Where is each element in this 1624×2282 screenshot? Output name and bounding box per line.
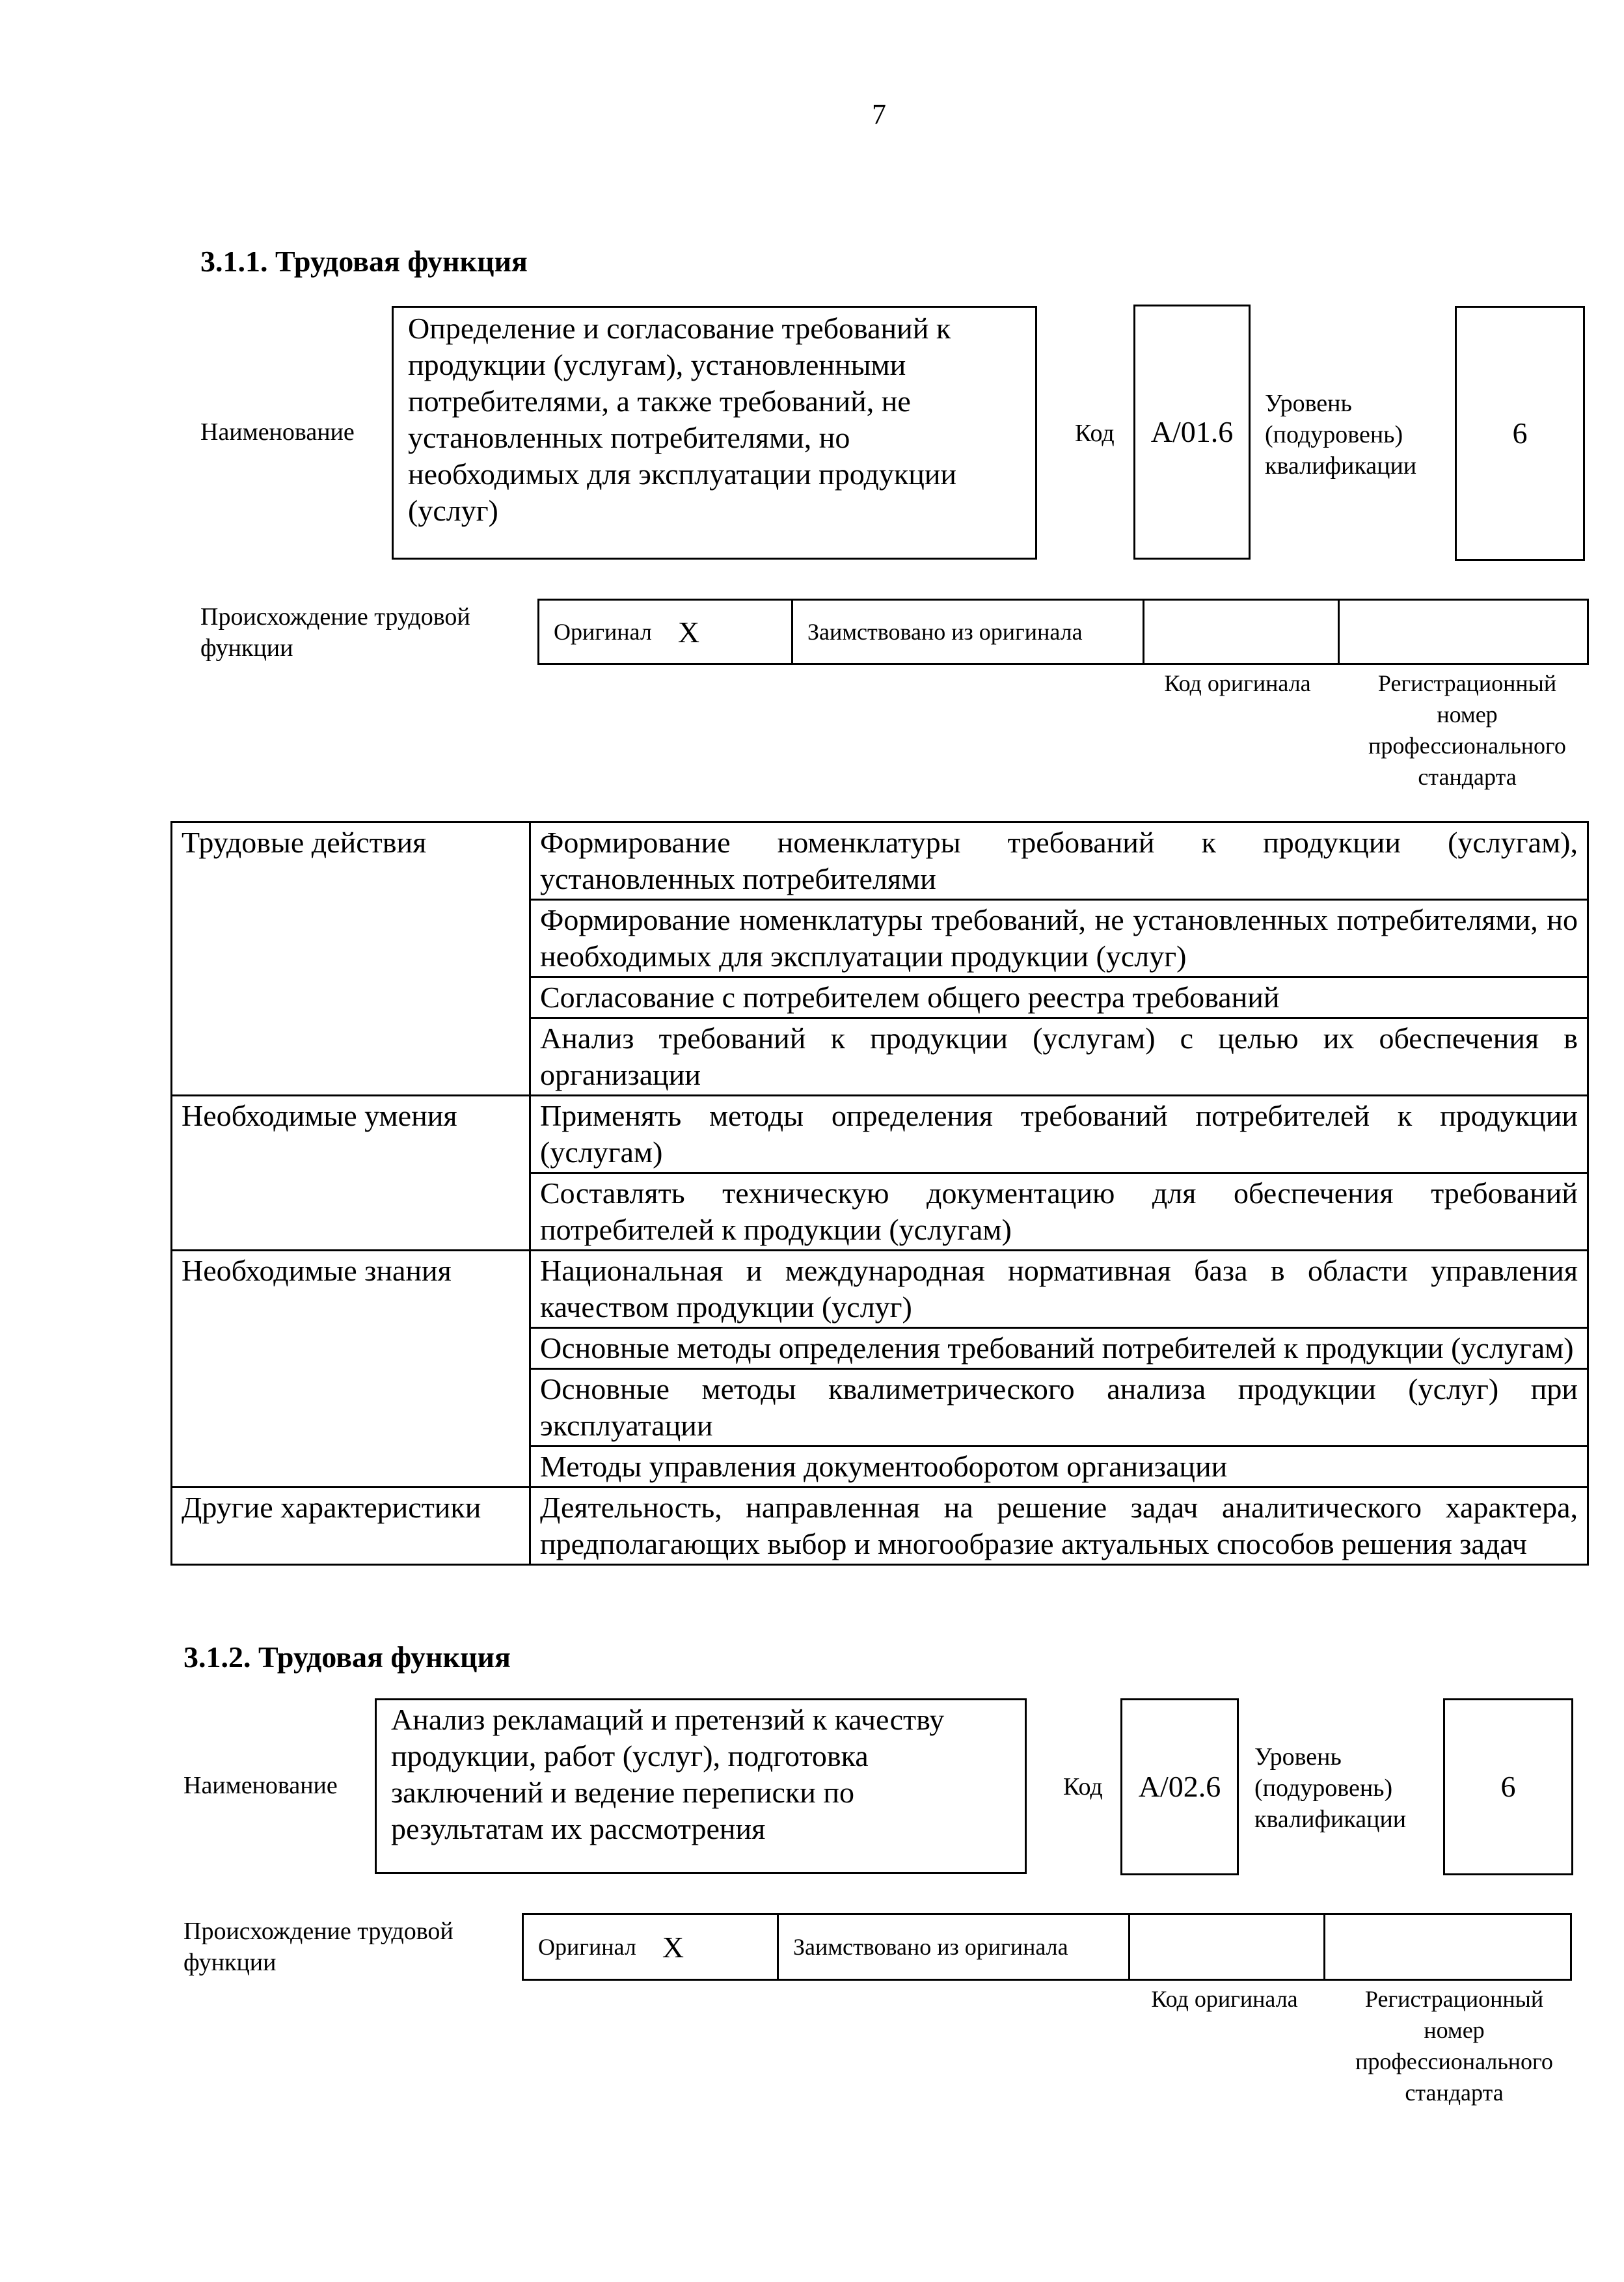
row-value: Национальная и международная нормативная база в области управления качеством продукции (услуг) — [530, 1251, 1588, 1328]
row-value: Деятельность, направленная на решение задач аналитического характера, предполагающих выбор и многообразие актуальных способов решения задач — [530, 1487, 1588, 1565]
code-original-cell-2 — [1130, 1915, 1325, 1979]
reg-number-cell — [1340, 601, 1587, 663]
reg-number-cell-2 — [1325, 1915, 1570, 1979]
row-value: Основные методы определения требований потребителей к продукции (услугам) — [530, 1328, 1588, 1369]
name-label-2: Наименование — [183, 1772, 338, 1799]
level-label: Уровень (подуровень) квалификации — [1265, 390, 1417, 480]
original-mark-2: Х — [662, 1930, 684, 1964]
level-label-2: Уровень (подуровень) квалификации — [1254, 1743, 1407, 1833]
section-heading-3-1-1: 3.1.1. Трудовая функция — [200, 245, 528, 278]
row-value: Формирование номенклатуры требований, не установленных потребителями, но необходимых для эксплуатации продукции (услуг) — [530, 900, 1588, 977]
level-value-2: 6 — [1500, 1770, 1516, 1803]
row-value: Применять методы определения требований потребителей к продукции (услугам) — [530, 1096, 1588, 1173]
origin-row — [537, 599, 1589, 665]
origin-label: Происхождение трудовой функции — [200, 603, 470, 662]
level-box — [1455, 306, 1585, 561]
code-original-caption-2: Код оригинала — [1151, 1986, 1298, 2012]
origin-label-2: Происхождение трудовой функции — [183, 1918, 453, 1976]
original-label: Оригинал — [554, 619, 652, 645]
row-value: Согласование с потребителем общего реестра требований — [530, 977, 1588, 1018]
row-label: Необходимые знания — [172, 1251, 530, 1487]
code-original-caption: Код оригинала — [1164, 670, 1311, 696]
code-value: А/01.6 — [1150, 415, 1234, 448]
page-number: 7 — [872, 98, 886, 130]
row-label: Необходимые умения — [172, 1096, 530, 1251]
row-value: Составлять техническую документацию для обеспечения требований потребителей к продукции (услугам) — [530, 1173, 1588, 1251]
original-cell — [539, 601, 793, 663]
function-name-text: Определение и согласование требований к продукции (услугам), установленными потребителями, а также требований, не установленных потребителями, но необходимых для эксплуатации продукции (услуг) — [408, 312, 957, 527]
table-row — [172, 822, 1588, 900]
requirements-table — [170, 821, 1589, 1566]
level-value: 6 — [1512, 416, 1528, 450]
code-label-2: Код — [1063, 1773, 1103, 1800]
level-box-2 — [1443, 1698, 1573, 1875]
reg-number-caption: Регистрационный номер профессионального стандарта — [1368, 670, 1566, 790]
table-row — [172, 1487, 1588, 1565]
borrowed-label: Заимствовано из оригинала — [807, 619, 1083, 645]
row-label: Другие характеристики — [172, 1487, 530, 1565]
code-label: Код — [1075, 420, 1115, 447]
code-box-2 — [1120, 1698, 1239, 1875]
original-label-2: Оригинал — [538, 1934, 636, 1960]
borrowed-label-2: Заимствовано из оригинала — [793, 1934, 1068, 1960]
section-heading-3-1-2: 3.1.2. Трудовая функция — [183, 1640, 511, 1674]
borrowed-cell — [793, 601, 1144, 663]
borrowed-cell-2 — [779, 1915, 1130, 1979]
row-value: Формирование номенклатуры требований к продукции (услугам), установленных потребителями — [530, 822, 1588, 900]
row-value: Анализ требований к продукции (услугам) с целью их обеспечения в организации — [530, 1018, 1588, 1096]
original-cell-2 — [524, 1915, 779, 1979]
code-box — [1133, 305, 1251, 560]
table-row — [172, 1096, 1588, 1173]
row-label: Трудовые действия — [172, 822, 530, 1096]
row-value: Основные методы квалиметрического анализа продукции (услуг) при эксплуатации — [530, 1369, 1588, 1447]
name-label: Наименование — [200, 418, 355, 446]
table-row — [172, 1251, 1588, 1328]
code-original-cell — [1144, 601, 1340, 663]
origin-row-2 — [522, 1913, 1572, 1981]
original-mark: Х — [677, 615, 700, 649]
row-value: Методы управления документооборотом организации — [530, 1447, 1588, 1487]
function-name-box-2 — [375, 1698, 1027, 1874]
function-name-text-2: Анализ рекламаций и претензий к качеству продукции, работ (услуг), подготовка заключений и ведение переписки по результатам их рассмотрения — [391, 1703, 945, 1845]
function-name-box — [392, 306, 1037, 560]
code-value-2: А/02.6 — [1138, 1770, 1221, 1803]
reg-number-caption-2: Регистрационный номер профессионального стандарта — [1355, 1986, 1553, 2106]
